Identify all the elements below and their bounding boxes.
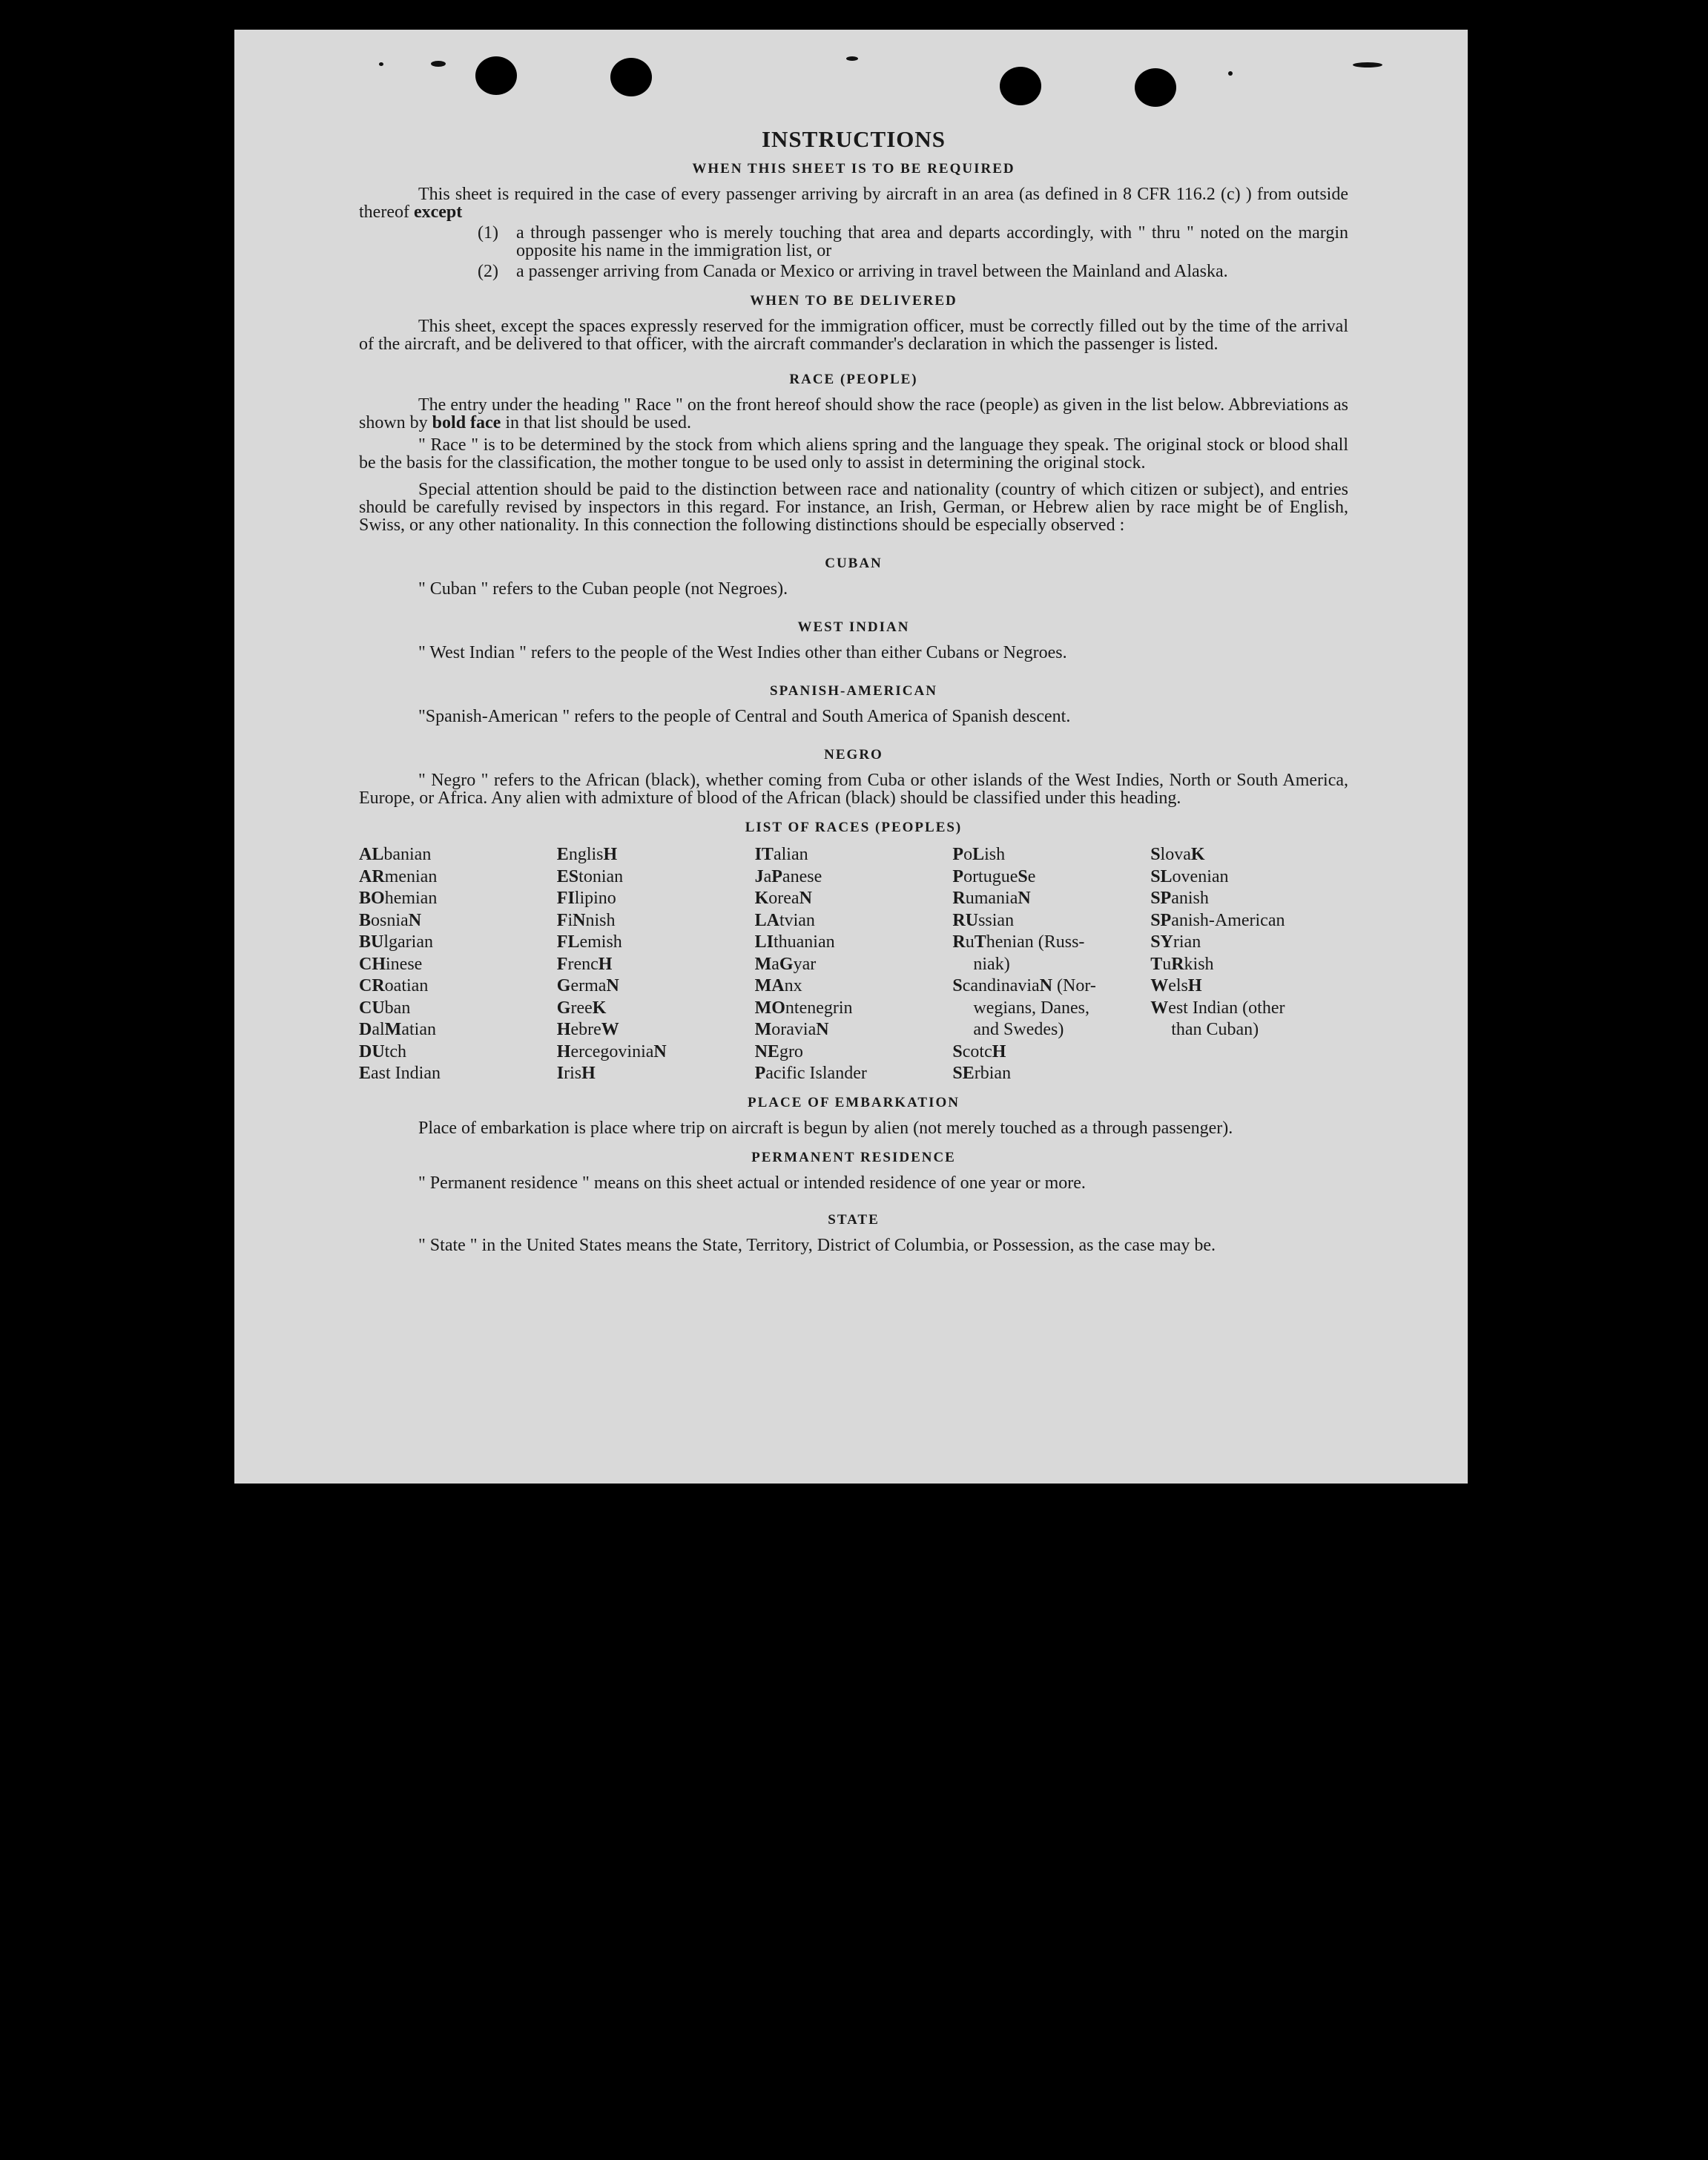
instructions-content	[359, 126, 1348, 1255]
race-entry: ARmenian	[359, 866, 438, 886]
race-entry: RuThenian (Russ-	[952, 932, 1085, 952]
race-entry: NEgro	[754, 1041, 803, 1061]
race-entry: CUban	[359, 998, 411, 1018]
race-entry: EnglisH	[556, 845, 618, 864]
races-column	[952, 844, 1150, 1085]
punch-hole	[610, 58, 652, 96]
race-entry: MaGyar	[754, 954, 817, 974]
negro-text: " Negro " refers to the African (black), whether coming from Cuba or other islands of the West Indies, North or South America, Europe, or Africa. Any alien with admixture of blood of the African (black) should be classified under this heading.	[359, 771, 1348, 808]
heading-west-indian: WEST INDIAN	[797, 619, 910, 635]
heading-when-delivered: WHEN TO BE DELIVERED	[750, 293, 957, 309]
race-entry: GreeK	[556, 998, 607, 1018]
race-entry: GermaN	[556, 976, 619, 995]
scan-speck	[846, 56, 858, 61]
scan-speck	[431, 61, 446, 67]
scan-speck	[1353, 62, 1382, 68]
race-paragraph: The entry under the heading " Race " on the front hereof should show the race (people) as given in the list below. Abbreviations as shown by bold face in that list should be used.	[359, 395, 1348, 432]
races-column	[359, 844, 557, 1085]
west-indian-text: " West Indian " refers to the people of the West Indies other than either Cubans or Negroes.	[418, 643, 1067, 662]
race-entry: FrencH	[556, 954, 613, 974]
when-required-intro: This sheet is required in the case of every passenger arriving by aircraft in an area (as defined in 8 CFR 116.2 (c) ) from outside thereof except	[359, 185, 1348, 222]
heading-permanent-residence: PERMANENT RESIDENCE	[751, 1149, 956, 1165]
race-entry: MAnx	[754, 976, 802, 995]
race-entry: SYrian	[1150, 932, 1201, 952]
race-entry: SLovenian	[1150, 866, 1229, 886]
race-entry: EStonian	[556, 866, 624, 886]
scan-speck	[1228, 71, 1233, 76]
punch-hole	[1135, 68, 1176, 107]
heading-when-required: WHEN THIS SHEET IS TO BE REQUIRED	[692, 161, 1015, 177]
race-entry: SlovaK	[1150, 845, 1205, 864]
race-entry: FIlipino	[556, 889, 616, 908]
race-entry: than Cuban)	[1171, 1020, 1259, 1039]
race-entry: LIthuanian	[754, 932, 835, 952]
heading-spanish-american: SPANISH-AMERICAN	[770, 683, 937, 699]
race-entry: Pacific Islander	[754, 1064, 867, 1083]
race-entry: SPanish	[1150, 889, 1209, 908]
race-entry: JaPanese	[754, 866, 822, 886]
race-entry: BosniaN	[359, 910, 422, 930]
state-text: " State " in the United States means the State, Territory, District of Columbia, or Possession, as the case may be.	[418, 1235, 1216, 1255]
heading-race: RACE (PEOPLE)	[789, 372, 918, 387]
heading-cuban: CUBAN	[825, 556, 883, 571]
race-entry: SPanish-American	[1150, 910, 1285, 930]
race-entry: PortugueSe	[952, 866, 1036, 886]
race-entry: wegians, Danes,	[973, 998, 1090, 1018]
race-entry: WelsH	[1150, 976, 1202, 995]
list-item: (2) a passenger arriving from Canada or Mexico or arriving in travel between the Mainland and Alaska.	[478, 262, 1228, 281]
races-column	[1150, 844, 1348, 1085]
punch-hole	[1000, 67, 1041, 105]
race-entry: HebreW	[556, 1020, 619, 1039]
race-entry: CRoatian	[359, 976, 429, 995]
heading-state: STATE	[828, 1211, 880, 1228]
race-entry: LAtvian	[754, 910, 815, 930]
race-entry: niak)	[973, 954, 1010, 974]
punch-hole	[475, 56, 517, 95]
races-table	[359, 844, 1348, 1085]
race-entry: MOntenegrin	[754, 998, 853, 1018]
scan-speck	[379, 62, 383, 66]
races-column	[557, 844, 755, 1085]
race-entry: CHinese	[359, 954, 423, 974]
race-entry: SErbian	[952, 1064, 1012, 1083]
race-entry: IrisH	[556, 1064, 596, 1083]
race-entry: BOhemian	[359, 889, 438, 908]
race-entry: HercegoviniaN	[556, 1041, 667, 1061]
race-paragraph: Special attention should be paid to the distinction between race and nationality (country of which citizen or subject), and entries should be carefully revised by inspectors in this regard. For instance, an Irish, German, or Hebrew alien by race might be of English, Swiss, or any other nationality. In this connection the following distinctions should be especially observed :	[359, 480, 1348, 535]
race-entry: BUlgarian	[359, 932, 433, 952]
race-paragraph: " Race " is to be determined by the stock from which aliens spring and the language they speak. The original stock or blood shall be the basis for the classification, the mother tongue to be used only to assist in determining the original stock.	[359, 435, 1348, 472]
race-entry: RUssian	[952, 910, 1015, 930]
when-delivered-text: This sheet, except the spaces expressly reserved for the immigration officer, must be correctly filled out by the time of the arrival of the aircraft, and be delivered to that officer, with the aircraft commander's declaration in which the passenger is listed.	[359, 317, 1348, 354]
heading-negro: NEGRO	[824, 747, 883, 763]
heading-embarkation: PLACE OF EMBARKATION	[748, 1094, 960, 1110]
race-entry: East Indian	[359, 1064, 441, 1083]
race-entry: ScandinaviaN (Nor-	[952, 976, 1096, 995]
spanish-american-text: "Spanish-American " refers to the people of Central and South America of Spanish descent.	[418, 707, 1071, 726]
race-entry: ALbanian	[359, 845, 432, 864]
embarkation-text: Place of embarkation is place where trip on aircraft is begun by alien (not merely touched as a through passenger).	[418, 1118, 1233, 1138]
race-entry: MoraviaN	[754, 1020, 829, 1039]
race-entry: and Swedes)	[973, 1020, 1064, 1039]
race-entry: RumaniaN	[952, 889, 1031, 908]
race-entry: KoreaN	[754, 889, 812, 908]
race-entry: PoLish	[952, 845, 1006, 864]
race-entry: DUtch	[359, 1041, 406, 1061]
race-entry: TuRkish	[1150, 954, 1214, 974]
races-column	[755, 844, 953, 1085]
residence-text: " Permanent residence " means on this sheet actual or intended residence of one year or more.	[418, 1173, 1086, 1193]
page-title: INSTRUCTIONS	[761, 126, 946, 152]
document-sheet	[234, 30, 1468, 1484]
race-entry: West Indian (other	[1150, 998, 1285, 1018]
cuban-text: " Cuban " refers to the Cuban people (not Negroes).	[418, 579, 788, 599]
race-entry: ScotcH	[952, 1041, 1006, 1061]
race-entry: FiNnish	[556, 910, 616, 930]
race-entry: FLemish	[556, 932, 622, 952]
race-entry: ITalian	[754, 845, 808, 864]
race-entry: DalMatian	[359, 1020, 436, 1039]
heading-list-of-races: LIST OF RACES (PEOPLES)	[745, 820, 963, 835]
list-item: (1) a through passenger who is merely touching that area and departs accordingly, with " thru " noted on the margin opposite his name in the immigration list, or	[478, 223, 1348, 260]
